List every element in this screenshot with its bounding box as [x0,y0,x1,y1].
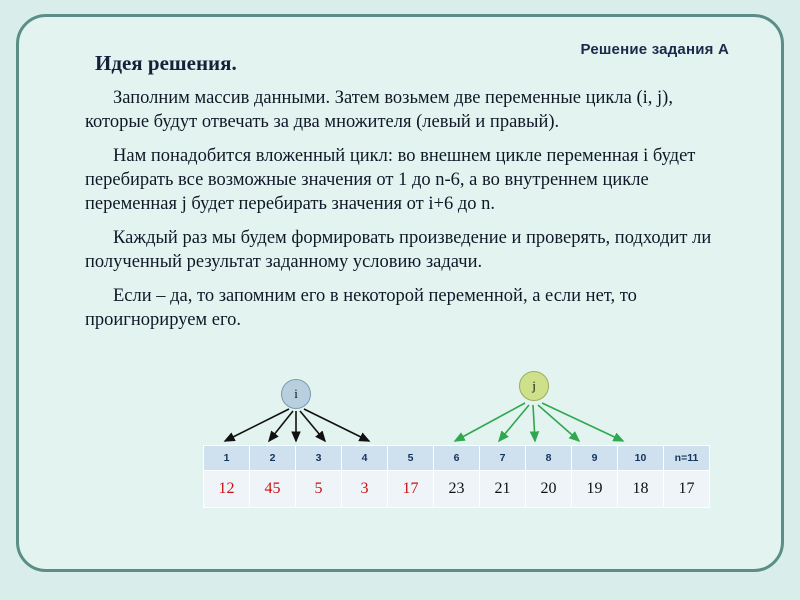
slide-frame [16,14,784,572]
array-index-cell: 6 [434,446,480,471]
table-row-values [204,471,710,508]
array-index-cell: 10 [618,446,664,471]
loop-variable-j-node [519,371,549,401]
page-title: Идея решения. [95,51,237,75]
array-diagram [57,357,743,537]
array-index-cell: 5 [388,446,434,471]
loop-variable-j-label: j [532,378,536,393]
array-value-cell: 21 [480,471,526,508]
array-index-cell: 3 [296,446,342,471]
array-index-cell: 8 [526,446,572,471]
array-value-cell: 19 [572,471,618,508]
array-value-cell: 20 [526,471,572,508]
array-value-cell: 17 [388,471,434,508]
loop-variable-i-node [281,379,311,409]
slide-content [19,17,781,569]
array-value-cell: 17 [664,471,710,508]
array-index-cell: 2 [250,446,296,471]
array-value-cell: 18 [618,471,664,508]
paragraph-4: Если – да, то запомним его в некоторой переменной, а если нет, то проигнорируем его. [85,286,637,331]
array-table [203,445,710,508]
array-index-cell: n=11 [664,446,710,471]
paragraph-2: Нам понадобится вложенный цикл: во внешнем цикле переменная i будет перебирать все возможные значения от 1 до n-6, а во внутреннем цикле переменная j будет перебирать значения от i+6 до n. [85,146,696,215]
array-index-cell: 4 [342,446,388,471]
paragraph-3: Каждый раз мы будем формировать произведение и проверять, подходит ли полученный результат заданному условию задачи. [85,228,712,273]
paragraph-1: Заполним массив данными. Затем возьмем две переменные цикла (i, j), которые будут отвечать за два множителя (левый и правый). [85,88,673,133]
array-value-cell: 45 [250,471,296,508]
array-value-cell: 12 [204,471,250,508]
slide-corner-title: Решение задания А [580,41,729,58]
body-text [85,86,725,332]
table-row-indexes [204,446,710,471]
array-value-cell: 23 [434,471,480,508]
array-index-cell: 7 [480,446,526,471]
array-index-cell: 9 [572,446,618,471]
array-value-cell: 3 [342,471,388,508]
loop-variable-i-label: i [294,386,298,401]
array-index-cell: 1 [204,446,250,471]
array-value-cell: 5 [296,471,342,508]
